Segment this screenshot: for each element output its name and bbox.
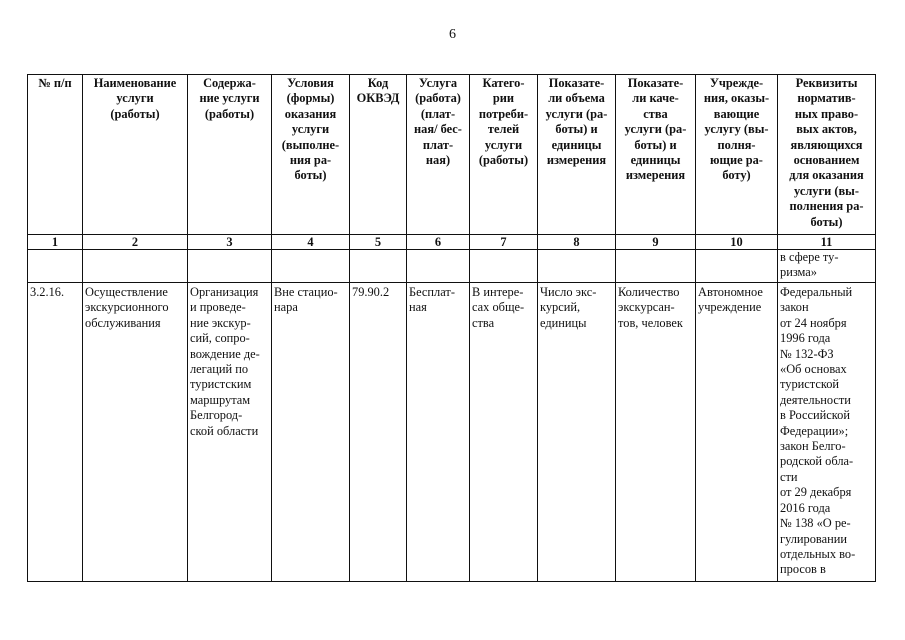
header-cell: Катего- рии потреби- телей услуги (работы) [470, 75, 538, 235]
header-cell: Реквизиты норматив- ных право- вых актов, являющихся основанием для оказания услуги (вы- полнения ра- боты) [778, 75, 876, 235]
item-number-cell: 3.2.16. [28, 283, 83, 582]
conditions-cell: Вне стацио- нара [272, 283, 350, 582]
table-cell [272, 250, 350, 283]
services-table [27, 74, 876, 582]
header-cell: Содержа- ние услуги (работы) [188, 75, 272, 235]
table-cell [696, 250, 778, 283]
column-number-cell: 2 [83, 235, 188, 250]
table-row [28, 283, 876, 582]
column-number-cell: 5 [350, 235, 407, 250]
header-cell: Показате- ли каче- ства услуги (ра- боты) и единицы измерения [616, 75, 696, 235]
payment-type-cell: Бесплат- ная [407, 283, 470, 582]
table-cell [407, 250, 470, 283]
column-number-cell: 6 [407, 235, 470, 250]
header-row [28, 75, 876, 235]
column-number-cell: 9 [616, 235, 696, 250]
institution-cell: Автономное учреждение [696, 283, 778, 582]
legal-basis-cell: Федеральный закон от 24 ноября 1996 года № 132-ФЗ «Об основах туристской деятельности в Российской Федерации»; закон Белго- родской обла- сти от 29 декабря 2016 года № 138 «О ре- гулировании отдельных во- просов в [778, 283, 876, 582]
header-cell: Условия (формы) оказания услуги (выполне- ния ра- боты) [272, 75, 350, 235]
quality-indicator-cell: Количество экскурсан- тов, человек [616, 283, 696, 582]
table-cell [538, 250, 616, 283]
volume-indicator-cell: Число экс- курсий, единицы [538, 283, 616, 582]
column-number-cell: 8 [538, 235, 616, 250]
column-number-cell: 10 [696, 235, 778, 250]
column-number-cell: 7 [470, 235, 538, 250]
table-cell [83, 250, 188, 283]
column-number-cell: 1 [28, 235, 83, 250]
table-cell [350, 250, 407, 283]
column-number-cell: 4 [272, 235, 350, 250]
table-cell [28, 250, 83, 283]
header-cell: Код ОКВЭД [350, 75, 407, 235]
column-number-cell: 3 [188, 235, 272, 250]
page-number: 6 [449, 27, 456, 42]
table-cell [188, 250, 272, 283]
header-cell: Услуга (работа) (плат- ная/ бес- плат- ная) [407, 75, 470, 235]
header-cell: Показате- ли объема услуги (ра- боты) и единицы измерения [538, 75, 616, 235]
header-cell: Наименование услуги (работы) [83, 75, 188, 235]
column-number-cell: 11 [778, 235, 876, 250]
carry-over-row [28, 250, 876, 283]
consumer-category-cell: В интере- сах обще- ства [470, 283, 538, 582]
header-cell: № п/п [28, 75, 83, 235]
column-number-row [28, 235, 876, 250]
header-cell: Учрежде- ния, оказы- вающие услугу (вы- полня- ющие ра- боту) [696, 75, 778, 235]
table-cell: в сфере ту- ризма» [778, 250, 876, 283]
table-cell [616, 250, 696, 283]
service-content-cell: Организация и проведе- ние экскур- сий, сопро- вождение де- легаций по туристским маршрутам Белгород- ской области [188, 283, 272, 582]
page-bottom-margin [0, 610, 905, 640]
table-cell [470, 250, 538, 283]
service-name-cell: Осуществление экскурсионного обслуживания [83, 283, 188, 582]
okved-code-cell: 79.90.2 [350, 283, 407, 582]
